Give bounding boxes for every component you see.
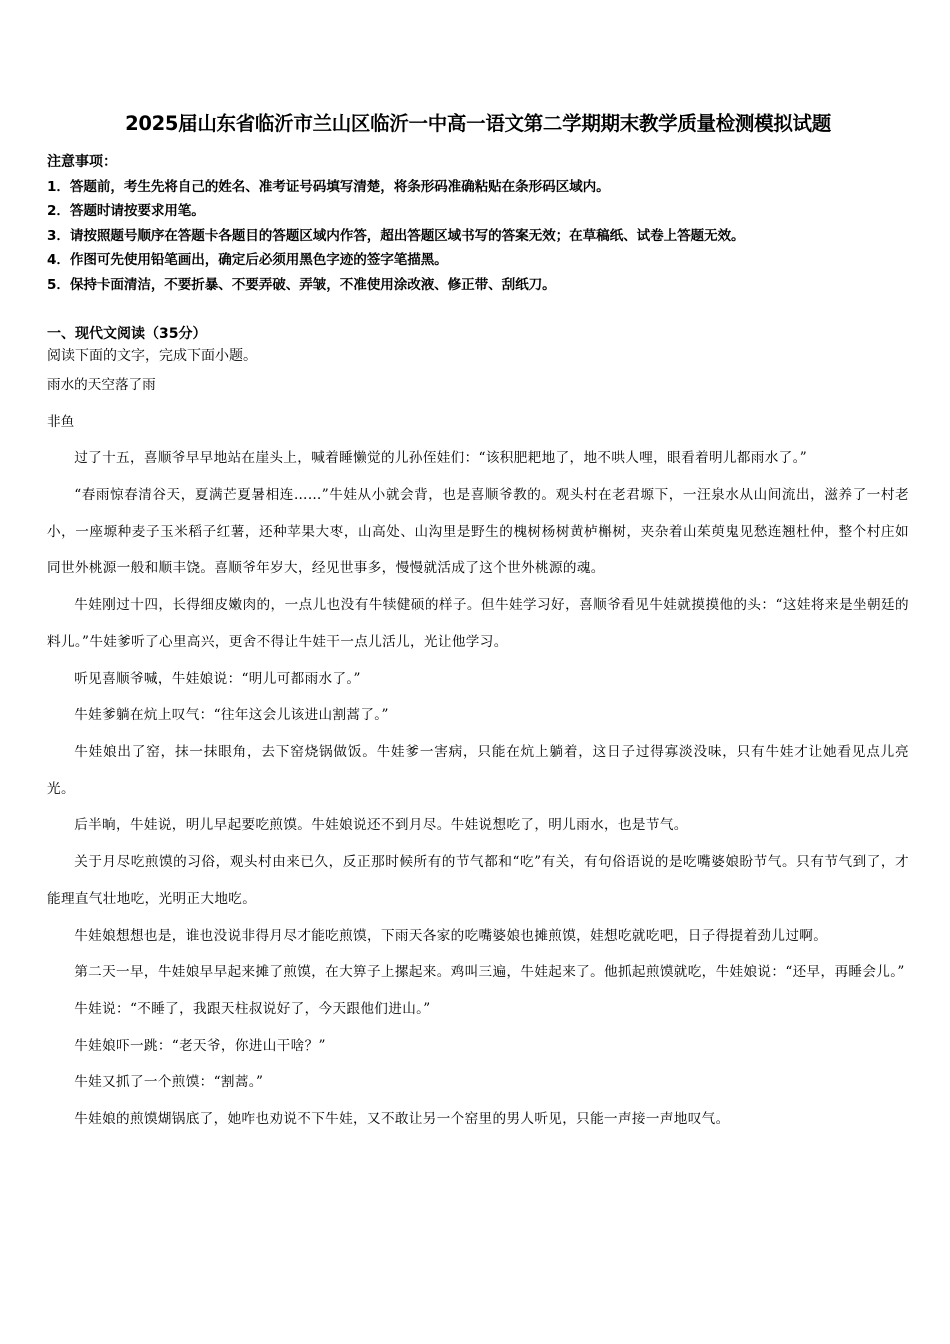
story-paragraph: 牛娃娘出了窑，抹一抹眼角，去下窑烧锅做饭。牛娃爹一害病，只能在炕上躺着，这日子过得寡淡没味，只有牛娃才让她看见点儿亮光。 bbox=[47, 744, 909, 797]
section-instruction: 阅读下面的文字，完成下面小题。 bbox=[47, 348, 257, 364]
notice-item: 5．保持卡面清洁，不要折暴、不要弄破、弄皱，不准使用涂改液、修正带、刮纸刀。 bbox=[47, 276, 556, 293]
story-author: 非鱼 bbox=[47, 413, 75, 430]
section-heading: 一、现代文阅读（35分） bbox=[47, 326, 207, 342]
story-paragraph: 牛娃爹躺在炕上叹气：“往年这会儿该进山割蒿了。” bbox=[74, 707, 389, 724]
story-paragraph: “春雨惊春清谷天，夏满芒夏暑相连……”牛娃从小就会背，也是喜顺爷教的。观头村在老君塬下，一汪泉水从山间流出，滋养了一村老小，一座塬种麦子玉米稻子红薯，还种苹果大枣，山高处、山沟里是野生的槐树杨树黄栌槲树，夹杂着山茱萸鬼见愁连翘杜仲，整个村庄如同世外桃源一般和顺丰饶。喜顺爷年岁大，经见世事多，慢慢就活成了这个世外桃源的魂。 bbox=[47, 487, 909, 577]
story-paragraph: 后半晌，牛娃说，明儿早起要吃煎馍。牛娃娘说还不到月尽。牛娃说想吃了，明儿雨水，也是节气。 bbox=[74, 817, 688, 834]
story-paragraph: 牛娃刚过十四，长得细皮嫩肉的，一点儿也没有牛犊健硕的样子。但牛娃学习好，喜顺爷看见牛娃就摸摸他的头：“这娃将来是坐朝廷的料儿。”牛娃爹听了心里高兴，更舍不得让牛娃干一点儿活儿，光让他学习。 bbox=[47, 597, 909, 650]
notice-item: 3．请按照题号顺序在答题卡各题目的答题区域内作答，超出答题区域书写的答案无效；在草稿纸、试卷上答题无效。 bbox=[47, 227, 745, 244]
notice-block bbox=[47, 150, 909, 297]
notice-item: 2．答题时请按要求用笔。 bbox=[47, 203, 205, 219]
page-content bbox=[47, 108, 909, 1138]
story-paragraph: 牛娃娘的煎馍煳锅底了，她咋也劝说不下牛娃，又不敢让另一个窑里的男人听见，只能一声接一声地叹气。 bbox=[74, 1111, 730, 1128]
story-paragraph: 牛娃说：“不睡了，我跟天柱叔说好了，今天跟他们进山。” bbox=[74, 1000, 431, 1017]
story-paragraph: 牛娃娘想想也是，谁也没说非得月尽才能吃煎馍，下雨天各家的吃嘴婆娘也摊煎馍，娃想吃就吃吧，日子得提着劲儿过啊。 bbox=[74, 927, 828, 944]
notice-item: 4．作图可先使用铅笔画出，确定后必须用黑色字迹的签字笔描黑。 bbox=[47, 252, 448, 268]
story-paragraph: 牛娃娘吓一跳：“老天爷，你进山干啥？” bbox=[74, 1037, 326, 1054]
notice-heading: 注意事项： bbox=[47, 154, 117, 170]
story-paragraph: 关于月尽吃煎馍的习俗，观头村由来已久，反正那时候所有的节气都和“吃”有关，有句俗语说的是吃嘴婆娘盼节气。只有节气到了，才能理直气壮地吃，光明正大地吃。 bbox=[47, 854, 909, 907]
story-paragraph: 牛娃又抓了一个煎馍：“割蒿。” bbox=[74, 1074, 264, 1091]
story-paragraph: 听见喜顺爷喊，牛娃娘说：“明儿可都雨水了。” bbox=[74, 670, 361, 687]
story-paragraph: 过了十五，喜顺爷早早地站在崖头上，喊着睡懒觉的儿孙侄娃们：“该积肥耙地了，地不哄人哩，眼看着明儿都雨水了。” bbox=[74, 450, 808, 467]
story-title: 雨水的天空落了雨 bbox=[47, 377, 156, 393]
story-paragraph: 第二天一早，牛娃娘早早起来摊了煎馍，在大箅子上摞起来。鸡叫三遍，牛娃起来了。他抓起煎馍就吃，牛娃娘说：“还早，再睡会儿。” bbox=[74, 964, 905, 981]
notice-item: 1．答题前，考生先将自己的姓名、准考证号码填写清楚，将条形码准确粘贴在条形码区域内。 bbox=[47, 178, 610, 195]
reading-section bbox=[47, 323, 909, 1138]
exam-title: 2025届山东省临沂市兰山区临沂一中高一语文第二学期期末教学质量检测模拟试题 bbox=[125, 112, 831, 135]
